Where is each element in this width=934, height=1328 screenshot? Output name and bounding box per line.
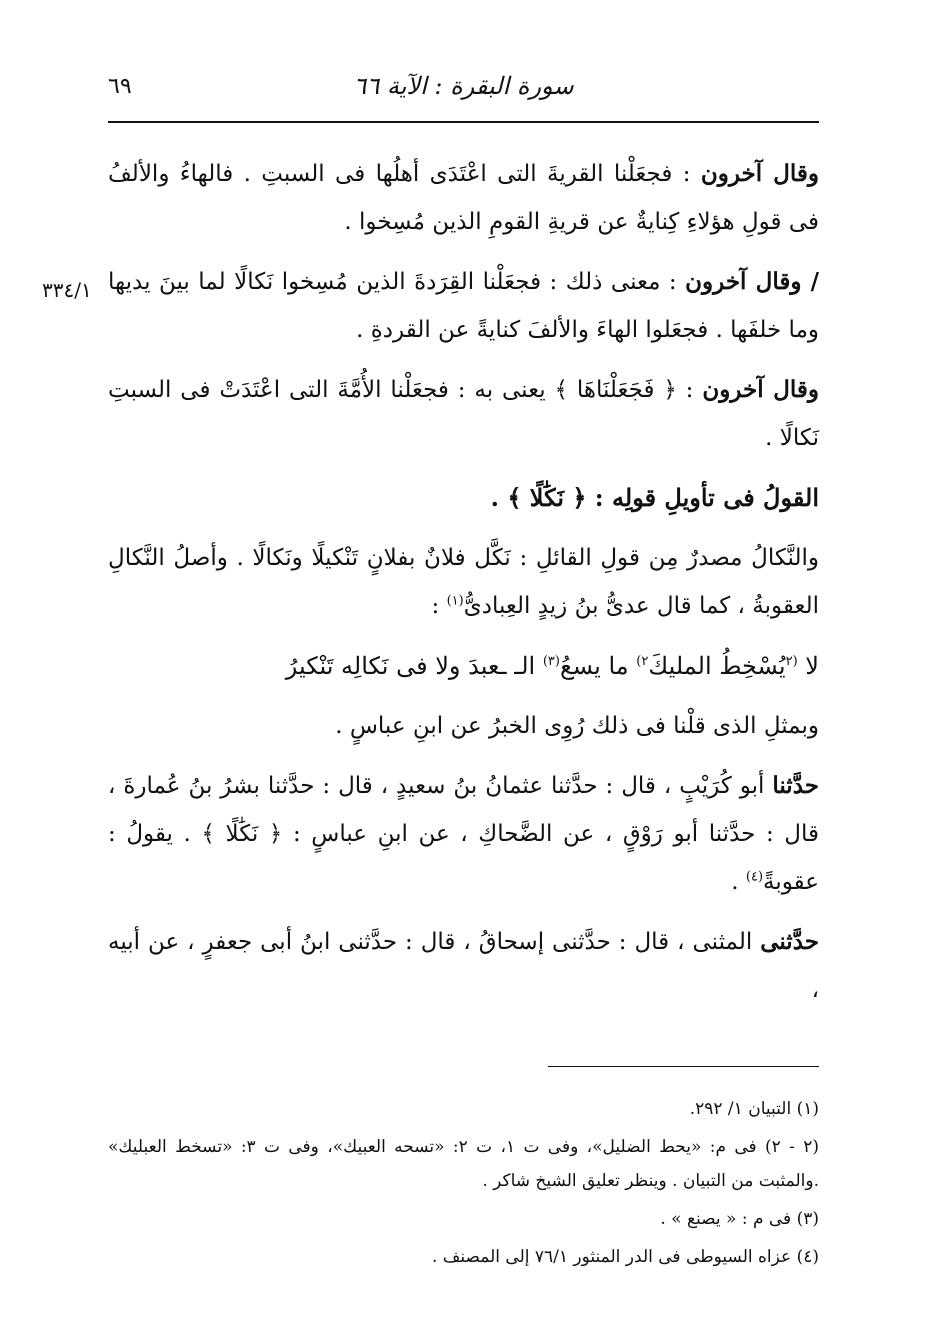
body-text — [108, 150, 819, 1026]
footnote-1: (١) التبيان ١/ ٢٩٢. — [689, 1099, 819, 1119]
paragraph-text: : فجعَلْنا القريةَ التى اعْتَدَى أهلُها فى السبتِ . فالهاءُ والألفُ فى قولِ هؤلاءِ كِنايةٌ عن قريةِ القومِ الذين مُسِخوا . — [108, 161, 819, 235]
page-header — [108, 62, 819, 112]
paragraph-text-end: . — [731, 869, 746, 895]
paragraph-text-end: : — [431, 593, 447, 619]
footnote-marker: (١) — [446, 593, 464, 609]
footnote-marker: (٣) — [542, 654, 560, 669]
nakal-paragraph — [108, 534, 819, 630]
verse-text: لا — [797, 652, 819, 680]
paragraph-text: والنَّكالُ مصدرٌ مِن قولِ القائلِ : نَكَّل فلانٌ بفلانٍ تَنْكيلًا ونَكالًا . وأصلُ النَّكالِ العقوبةُ ، كما قال عدىُّ بنُ زيدٍ العِبادىُّ — [108, 545, 819, 619]
footnote-marker: ٢) — [636, 654, 649, 669]
paragraph-2 — [108, 258, 819, 354]
paragraph-1 — [108, 150, 819, 246]
verse-text: الـ ـعبدَ ولا فى نَكالِه تَنْكيرُ — [285, 652, 543, 680]
isnad-paragraph-1 — [108, 762, 819, 906]
margin-reference: ٣٣٤/١ — [42, 278, 92, 302]
page-number: ٦٩ — [108, 74, 132, 99]
paragraph-lead: وقال آخرون — [700, 160, 819, 187]
paragraph-3 — [108, 366, 819, 462]
footnote-rule — [548, 1066, 819, 1067]
footnote-3: (٣) فى م : « يصنع » . — [660, 1209, 819, 1229]
poetry-verse — [108, 642, 819, 690]
paragraph-lead: حدَّثنى — [760, 928, 819, 955]
footnote-marker: (٤) — [745, 869, 764, 885]
paragraph-lead: حدَّثنا — [772, 772, 819, 799]
report-line: وبمثلِ الذى قلْنا فى ذلك رُوِى الخبرُ عن ابنِ عباسٍ . — [335, 713, 819, 739]
header-rule — [108, 121, 819, 123]
footnote-4: (٤) عزاه السيوطى فى الدر المنثور ٧٦/١ إلى المصنف . — [432, 1247, 819, 1267]
paragraph-lead: وقال آخرون — [702, 376, 819, 403]
footnote-marker: (٢ — [785, 654, 798, 669]
footnotes — [108, 1092, 819, 1278]
footnote-2: (٢ - ٢) فى م: «يحط الضليل»، وفى ت ١، ت ٢: «تسحه العبيك»، وفى ت ٣: «تسخط العبليك» .والمثبت من التبيان . وينظر تعليق الشيخ شاكر . — [108, 1137, 819, 1191]
paragraph-text: : ﴿ فَجَعَلْنَاهَا ﴾ يعنى به : فجعَلْنا الأُمَّةَ التى اعْتَدَتْ فى السبتِ نَكالًا . — [108, 377, 819, 451]
paragraph-text: أبو كُرَيْبٍ ، قال : حدَّثنا عثمانُ بنُ سعيدٍ ، قال : حدَّثنا بشرُ بنُ عُمارةَ ، قال : حدَّثنا أبو رَوْقٍ ، عن الضَّحاكِ ، عن ابنِ عباسٍ : ﴿ نَكَٰلًا ﴾ . يقولُ : عقوبةً — [108, 773, 819, 895]
verse-text: يُسْخِطُ المليكَ — [648, 652, 786, 680]
paragraph-lead: / وقال آخرون — [685, 268, 820, 295]
paragraph-text: : معنى ذلك : فجعَلْنا القِرَدةَ الذين مُسِخوا نَكالًا لما بينَ يديها وما خلفَها . فجعَلوا الهاءَ والألفَ كنايةً عن القردةِ . — [108, 269, 819, 343]
isnad-paragraph-2 — [108, 918, 819, 1014]
section-heading: القولُ فى تأويلِ قولِه : ﴿ نَكَٰلًا ﴾ . — [490, 483, 819, 512]
paragraph-text: المثنى ، قال : حدَّثنى إسحاقُ ، قال : حدَّثنى ابنُ أبى جعفرٍ ، عن أبيه ، — [108, 929, 819, 1003]
running-head: سورة البقرة : الآية ٦٦ — [353, 72, 574, 100]
verse-text: ما يسعُ — [559, 652, 637, 680]
